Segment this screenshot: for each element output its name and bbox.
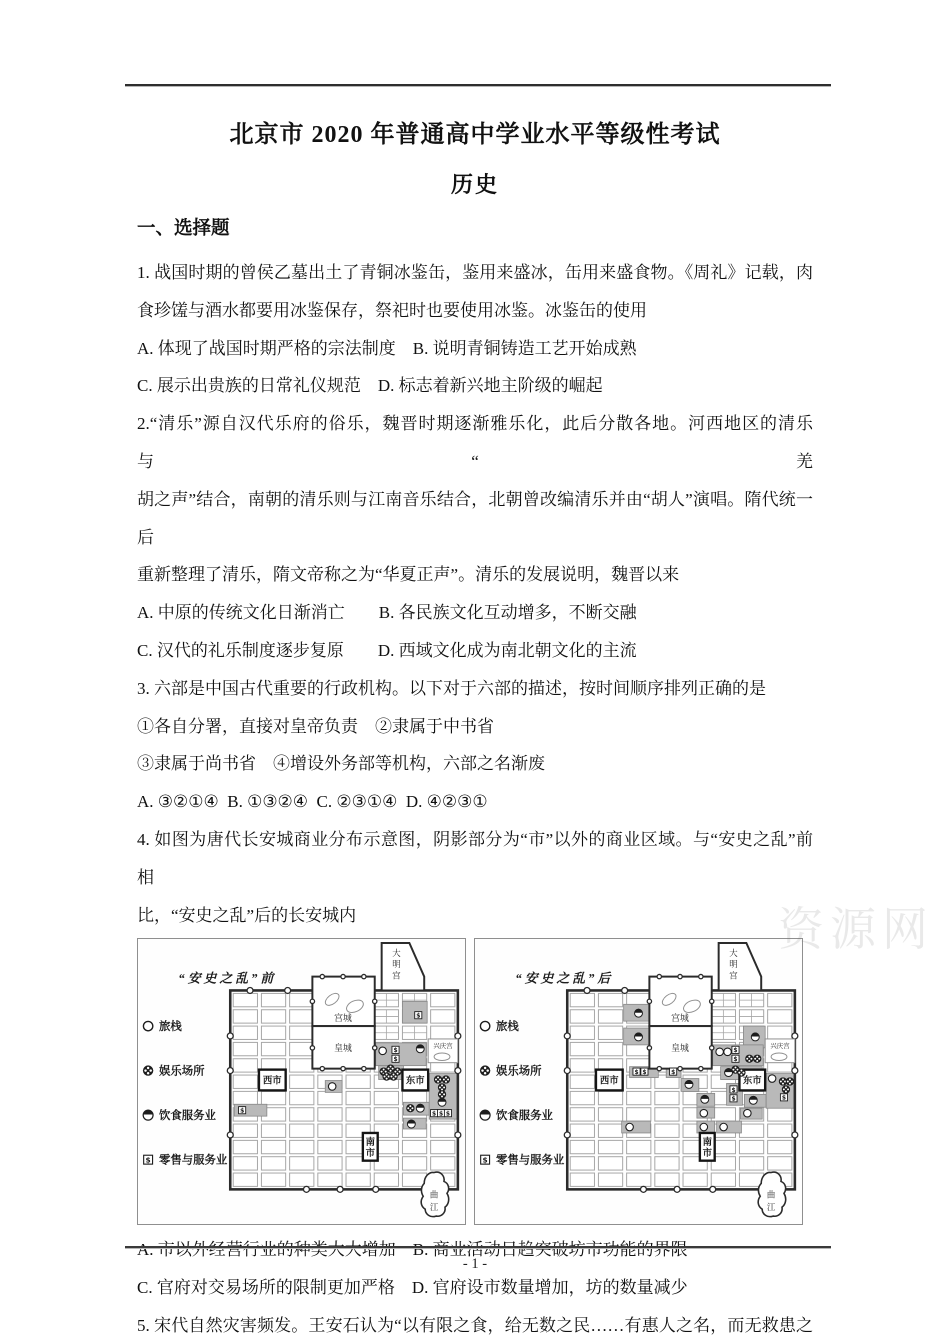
imperial-city-label: 皇城 xyxy=(334,1043,352,1054)
city-block xyxy=(431,1124,455,1137)
city-block xyxy=(739,1124,763,1137)
svg-text:$: $ xyxy=(733,1056,738,1064)
palace-gate xyxy=(373,1000,377,1004)
city-block xyxy=(290,1026,314,1039)
city-block xyxy=(402,1157,426,1170)
city-block xyxy=(290,1108,314,1121)
qujiang-label: 江 xyxy=(429,1203,439,1213)
xingqing-lake xyxy=(771,1053,787,1061)
svg-text:$: $ xyxy=(416,1012,421,1020)
city-block xyxy=(768,1157,792,1170)
city-block xyxy=(627,1157,651,1170)
city-block xyxy=(431,1010,455,1023)
q1-options-cd: C. 展示出贵族的日常礼仪规范 D. 标志着新兴地主阶级的崛起 xyxy=(137,376,603,396)
city-block xyxy=(233,1173,257,1186)
food-service-icon xyxy=(416,1045,424,1053)
qujiang-label: 江 xyxy=(766,1203,776,1213)
city-block xyxy=(261,1043,285,1056)
city-block xyxy=(570,1092,594,1105)
retail-icon xyxy=(431,1110,438,1118)
city-block xyxy=(768,1026,792,1039)
city-gate xyxy=(674,1187,680,1193)
city-block xyxy=(233,1059,257,1072)
retail-icon xyxy=(481,1156,490,1165)
legend-label-retail: 零售与服务业 xyxy=(159,1154,228,1167)
city-gate xyxy=(285,988,291,994)
city-block xyxy=(768,1124,792,1137)
palace-city-label: 宫城 xyxy=(671,1013,689,1024)
retail-icon xyxy=(437,1110,444,1118)
legend-label-food: 饮食服务业 xyxy=(496,1110,553,1123)
palace-gate xyxy=(320,1067,324,1071)
city-block xyxy=(768,1010,792,1023)
q2-stem-line-1: 2.“清乐”源自汉代乐府的俗乐，魏晋时期逐渐雅乐化，此后分散各地。河西地区的清乐与“羌 xyxy=(137,414,813,471)
city-block xyxy=(346,1092,370,1105)
inn-icon xyxy=(700,1124,708,1132)
entertainment-icon xyxy=(434,1076,442,1084)
city-gate xyxy=(455,1068,461,1074)
city-block xyxy=(768,1108,792,1121)
entertainment-icon xyxy=(480,1066,490,1076)
entertainment-icon xyxy=(143,1066,153,1076)
palace-gate xyxy=(699,1067,703,1071)
palace-gate xyxy=(310,1046,314,1050)
inn-icon xyxy=(744,1110,752,1118)
entertainment-icon xyxy=(438,1091,446,1099)
q2-stem-line-3: 重新整理了清乐，隋文帝称之为“华夏正声”。清乐的发展说明，魏晋以来 xyxy=(137,565,680,585)
inn-icon xyxy=(724,1048,732,1056)
city-block xyxy=(570,1157,594,1170)
city-block xyxy=(318,1124,342,1137)
city-block xyxy=(598,1157,622,1170)
palace-gate xyxy=(373,1046,377,1050)
city-block xyxy=(570,1043,594,1056)
xingqing-palace-label: 兴庆宫 xyxy=(433,1043,453,1051)
retail-icon xyxy=(392,1047,399,1055)
palace-gate xyxy=(699,975,703,979)
city-block xyxy=(374,1173,398,1186)
city-block xyxy=(346,1173,370,1186)
city-gate xyxy=(303,1187,309,1193)
legend-label-retail: 零售与服务业 xyxy=(496,1154,565,1167)
entertainment-icon xyxy=(442,1076,450,1084)
q5-stem-line-1: 5. 宋代自然灾害频发。王安石认为“以有限之食，给无数之民……有惠人之名，而无救患之 xyxy=(137,1315,813,1335)
city-block xyxy=(374,1108,398,1121)
svg-text:$: $ xyxy=(240,1107,245,1115)
city-gate xyxy=(227,1132,233,1138)
south-market-label: 市 xyxy=(365,1149,375,1160)
document-title: 北京市 2020 年普通高中学业水平等级性考试 xyxy=(229,122,721,148)
city-block xyxy=(261,994,285,1007)
daming-palace-label: 大 xyxy=(392,949,401,959)
city-block xyxy=(598,1092,622,1105)
city-block xyxy=(655,1157,679,1170)
city-block xyxy=(627,1141,651,1154)
city-gate xyxy=(227,1068,233,1074)
daming-palace-label: 宫 xyxy=(392,971,401,981)
palace-gate xyxy=(678,1067,682,1071)
svg-text:$: $ xyxy=(145,1155,151,1165)
city-block xyxy=(598,1026,622,1039)
city-block xyxy=(290,1124,314,1137)
daming-palace-label: 大 xyxy=(729,949,738,959)
food-service-icon xyxy=(725,1068,733,1076)
palace-gate xyxy=(710,1000,714,1004)
svg-text:$: $ xyxy=(733,1047,738,1055)
food-service-icon xyxy=(635,1033,643,1041)
inn-icon xyxy=(143,1022,152,1031)
retail-icon xyxy=(415,1012,422,1020)
q2-options-cd: C. 汉代的礼乐制度逐步复原 D. 西域文化成为南北朝文化的主流 xyxy=(137,640,637,660)
map-panel-before xyxy=(137,938,466,1225)
q3-items-12: ①各自分署，直接对皇帝负责 ②隶属于中书省 xyxy=(137,716,494,736)
inn-icon xyxy=(626,1124,634,1132)
palace-gate xyxy=(341,975,345,979)
svg-text:$: $ xyxy=(393,1047,398,1055)
legend-label-food: 饮食服务业 xyxy=(159,1110,216,1123)
city-block xyxy=(739,1141,763,1154)
city-block xyxy=(598,1124,622,1137)
legend-label-fun: 娱乐场所 xyxy=(496,1065,542,1078)
entertainment-icon xyxy=(389,1073,397,1081)
city-block xyxy=(261,1092,285,1105)
city-block xyxy=(655,1173,679,1186)
city-block xyxy=(290,1075,314,1088)
city-block xyxy=(570,994,594,1007)
city-block xyxy=(768,994,792,1007)
site-watermark: 资源网 xyxy=(778,904,934,955)
q1-options-ab: A. 体现了战国时期严格的宗法制度 B. 说明青铜铸造工艺开始成熟 xyxy=(137,338,637,358)
q4-stem-line-1: 4. 如图为唐代长安城商业分布示意图，阴影部分为“市”以外的商业区域。与“安史之乱”前相 xyxy=(137,829,813,887)
qujiang-label: 曲 xyxy=(429,1190,439,1200)
city-block xyxy=(346,1108,370,1121)
city-gate xyxy=(564,1132,570,1138)
east-market-label: 东市 xyxy=(742,1076,762,1087)
city-block xyxy=(655,1141,679,1154)
city-block xyxy=(290,1173,314,1186)
svg-text:$: $ xyxy=(432,1110,437,1118)
daming-palace-label: 明 xyxy=(729,960,738,970)
retail-icon xyxy=(670,1068,677,1076)
palace-gate xyxy=(320,975,324,979)
palace-gate xyxy=(657,1067,661,1071)
city-block xyxy=(768,1141,792,1154)
city-gate xyxy=(622,988,628,994)
city-gate xyxy=(564,1033,570,1039)
svg-text:$: $ xyxy=(445,1110,451,1118)
retail-icon xyxy=(641,1068,648,1076)
q3-options: A. ③②①④ B. ①③②④ C. ②③①④ D. ④②③① xyxy=(137,792,488,812)
entertainment-icon xyxy=(406,1104,414,1112)
city-block xyxy=(711,1173,735,1186)
food-service-icon xyxy=(685,1080,693,1088)
city-block xyxy=(570,1141,594,1154)
q2-stem-line-2: 胡之声”结合，南朝的清乐则与江南音乐结合，北朝曾改编清乐并由“胡人”演唱。隋代统一后 xyxy=(137,489,813,547)
document-subject: 历史 xyxy=(450,172,499,197)
city-block xyxy=(431,1157,455,1170)
header-rule xyxy=(125,84,831,87)
entertainment-icon xyxy=(737,1069,745,1077)
palace-gate xyxy=(362,975,366,979)
svg-text:$: $ xyxy=(731,1087,736,1095)
palace-gate xyxy=(710,1046,714,1050)
city-block xyxy=(318,1092,342,1105)
retail-icon xyxy=(732,1056,739,1064)
west-market-label: 西市 xyxy=(599,1076,619,1087)
city-gate xyxy=(455,1132,461,1138)
daming-palace-label: 宫 xyxy=(729,971,738,981)
retail-icon xyxy=(780,1094,787,1102)
imperial-city-label: 皇城 xyxy=(671,1043,689,1054)
city-block xyxy=(739,1157,763,1170)
q4-options-ab: A. 市以外经营行业的种类大大增加 B. 商业活动日趋突破坊市功能的界限 xyxy=(137,1240,688,1260)
entertainment-icon xyxy=(786,1078,794,1086)
city-gate xyxy=(564,1068,570,1074)
food-service-icon xyxy=(635,1009,643,1017)
q1-stem-line-2: 食珍馐与酒水都要用冰鉴保存，祭祀时也要使用冰鉴。冰鉴缶的使用 xyxy=(137,300,647,320)
entertainment-icon xyxy=(753,1055,761,1063)
food-service-icon xyxy=(749,1096,757,1104)
palace-gate xyxy=(647,1000,651,1004)
inn-icon xyxy=(720,1124,728,1132)
map-panel-title: “安史之乱”前 xyxy=(178,971,277,986)
city-block xyxy=(627,1092,651,1105)
city-block xyxy=(374,1092,398,1105)
palace-gate xyxy=(657,975,661,979)
inn-icon xyxy=(480,1022,489,1031)
city-block xyxy=(233,994,257,1007)
section-heading: 一、选择题 xyxy=(137,219,230,239)
city-block xyxy=(318,1173,342,1186)
south-market-label: 市 xyxy=(702,1149,712,1160)
city-block xyxy=(233,1075,257,1088)
svg-text:$: $ xyxy=(781,1095,787,1103)
city-block xyxy=(655,1124,679,1137)
question-text-block-1 xyxy=(137,254,813,934)
food-service-icon xyxy=(416,1104,424,1112)
palace-gate xyxy=(362,1067,366,1071)
svg-text:$: $ xyxy=(438,1110,444,1118)
city-block xyxy=(598,1043,622,1056)
inn-icon xyxy=(768,1075,776,1083)
city-block xyxy=(290,1092,314,1105)
city-block xyxy=(261,1173,285,1186)
city-block xyxy=(233,1157,257,1170)
retail-icon xyxy=(633,1068,640,1076)
legend-label-inn: 旅栈 xyxy=(496,1021,519,1034)
city-gate xyxy=(792,1132,798,1138)
inn-icon xyxy=(379,1047,387,1055)
palace-city-label: 宫城 xyxy=(334,1013,352,1024)
entertainment-icon xyxy=(745,1055,753,1063)
palace-gate xyxy=(678,975,682,979)
city-block xyxy=(233,1092,257,1105)
city-block xyxy=(318,1141,342,1154)
q4-stem-line-2: 比，“安史之乱”后的长安城内 xyxy=(137,905,357,925)
retail-icon xyxy=(392,1056,399,1064)
svg-text:$: $ xyxy=(634,1069,639,1077)
daming-palace-label: 明 xyxy=(392,960,401,970)
city-block xyxy=(318,1108,342,1121)
changan-maps-figure xyxy=(137,938,950,1225)
west-market-label: 西市 xyxy=(262,1076,282,1087)
city-block xyxy=(290,1141,314,1154)
inn-icon xyxy=(700,1110,708,1118)
food-service-icon xyxy=(143,1110,153,1121)
q3-stem: 3. 六部是中国古代重要的行政机构。以下对于六部的描述，按时间顺序排列正确的是 xyxy=(137,678,766,698)
city-block xyxy=(570,1075,594,1088)
city-block xyxy=(627,1108,651,1121)
inn-icon xyxy=(328,1083,336,1091)
legend-label-inn: 旅栈 xyxy=(159,1021,182,1034)
city-block xyxy=(318,1157,342,1170)
city-block xyxy=(431,1026,455,1039)
city-block xyxy=(431,1141,455,1154)
city-block xyxy=(233,1141,257,1154)
retail-icon xyxy=(239,1107,246,1115)
q1-stem-line-1: 1. 战国时期的曾侯乙墓出土了青铜冰鉴缶，鉴用来盛冰，缶用来盛食物。《周礼》记载，肉 xyxy=(137,263,813,282)
city-block xyxy=(655,1092,679,1105)
daming-palace xyxy=(719,943,762,991)
retail-icon xyxy=(732,1047,739,1055)
city-block xyxy=(402,1141,426,1154)
xingqing-lake xyxy=(434,1053,450,1061)
city-gate xyxy=(373,1187,379,1193)
city-block xyxy=(261,1010,285,1023)
city-block xyxy=(261,1026,285,1039)
retail-icon xyxy=(144,1156,153,1165)
city-block xyxy=(598,1108,622,1121)
entertainment-icon xyxy=(782,1086,790,1094)
city-block xyxy=(598,1173,622,1186)
city-block xyxy=(233,1010,257,1023)
svg-text:$: $ xyxy=(393,1056,398,1064)
page-number: - 1 - xyxy=(462,1256,488,1272)
food-service-icon xyxy=(751,1033,759,1041)
city-block xyxy=(261,1124,285,1137)
city-block xyxy=(290,1157,314,1170)
food-service-icon xyxy=(438,1098,446,1106)
city-block xyxy=(655,1108,679,1121)
city-block xyxy=(683,1173,707,1186)
city-gate xyxy=(710,1187,716,1193)
map-panel-title: “安史之乱”后 xyxy=(515,971,614,986)
city-gate xyxy=(640,1187,646,1193)
xingqing-palace-label: 兴庆宫 xyxy=(770,1043,790,1051)
city-block xyxy=(598,994,622,1007)
city-block xyxy=(570,1108,594,1121)
city-gate xyxy=(337,1187,343,1193)
legend-label-fun: 娱乐场所 xyxy=(159,1065,205,1078)
city-block xyxy=(570,1026,594,1039)
city-block xyxy=(261,1141,285,1154)
retail-icon xyxy=(730,1095,737,1103)
city-gate xyxy=(455,1033,461,1039)
palace-gate xyxy=(341,1067,345,1071)
city-block xyxy=(233,1124,257,1137)
city-block xyxy=(570,1059,594,1072)
palace-gate xyxy=(310,1000,314,1004)
daming-palace xyxy=(382,943,425,991)
city-gate xyxy=(247,988,253,994)
city-block xyxy=(233,1026,257,1039)
city-block xyxy=(598,1141,622,1154)
svg-text:$: $ xyxy=(671,1069,676,1077)
food-service-icon xyxy=(407,1120,415,1128)
svg-text:$: $ xyxy=(731,1096,736,1104)
food-service-icon xyxy=(480,1110,490,1121)
q2-options-ab: A. 中原的传统文化日渐消亡 B. 各民族文化互动增多，不断交融 xyxy=(137,603,637,623)
retail-icon xyxy=(730,1086,737,1094)
city-gate xyxy=(584,988,590,994)
city-block xyxy=(627,1173,651,1186)
south-market-label: 南 xyxy=(702,1138,712,1149)
city-block xyxy=(290,1059,314,1072)
palace-gate xyxy=(647,1046,651,1050)
q3-items-34: ③隶属于尚书省 ④增设外务部等机构，六部之名渐废 xyxy=(137,754,545,774)
city-block xyxy=(570,1173,594,1186)
city-gate xyxy=(792,1033,798,1039)
city-block xyxy=(346,1075,370,1088)
footer-rule xyxy=(125,1246,831,1249)
inn-icon xyxy=(716,1048,724,1056)
q4-options-cd: C. 官府对交易场所的限制更加严格 D. 官府设市数量增加，坊的数量减少 xyxy=(137,1278,688,1298)
city-block xyxy=(598,1010,622,1023)
svg-text:$: $ xyxy=(482,1155,488,1165)
city-block xyxy=(570,1124,594,1137)
city-block xyxy=(261,1157,285,1170)
svg-text:$: $ xyxy=(642,1069,647,1077)
south-market-label: 南 xyxy=(365,1138,375,1149)
city-block xyxy=(431,994,455,1007)
city-block xyxy=(290,1010,314,1023)
city-block xyxy=(233,1043,257,1056)
food-service-icon xyxy=(701,1095,709,1103)
city-gate xyxy=(227,1033,233,1039)
city-gate xyxy=(792,1068,798,1074)
retail-icon xyxy=(444,1110,451,1118)
map-panel-after xyxy=(474,938,803,1225)
east-market-label: 东市 xyxy=(405,1076,425,1087)
qujiang-label: 曲 xyxy=(766,1190,776,1200)
city-block xyxy=(570,1010,594,1023)
